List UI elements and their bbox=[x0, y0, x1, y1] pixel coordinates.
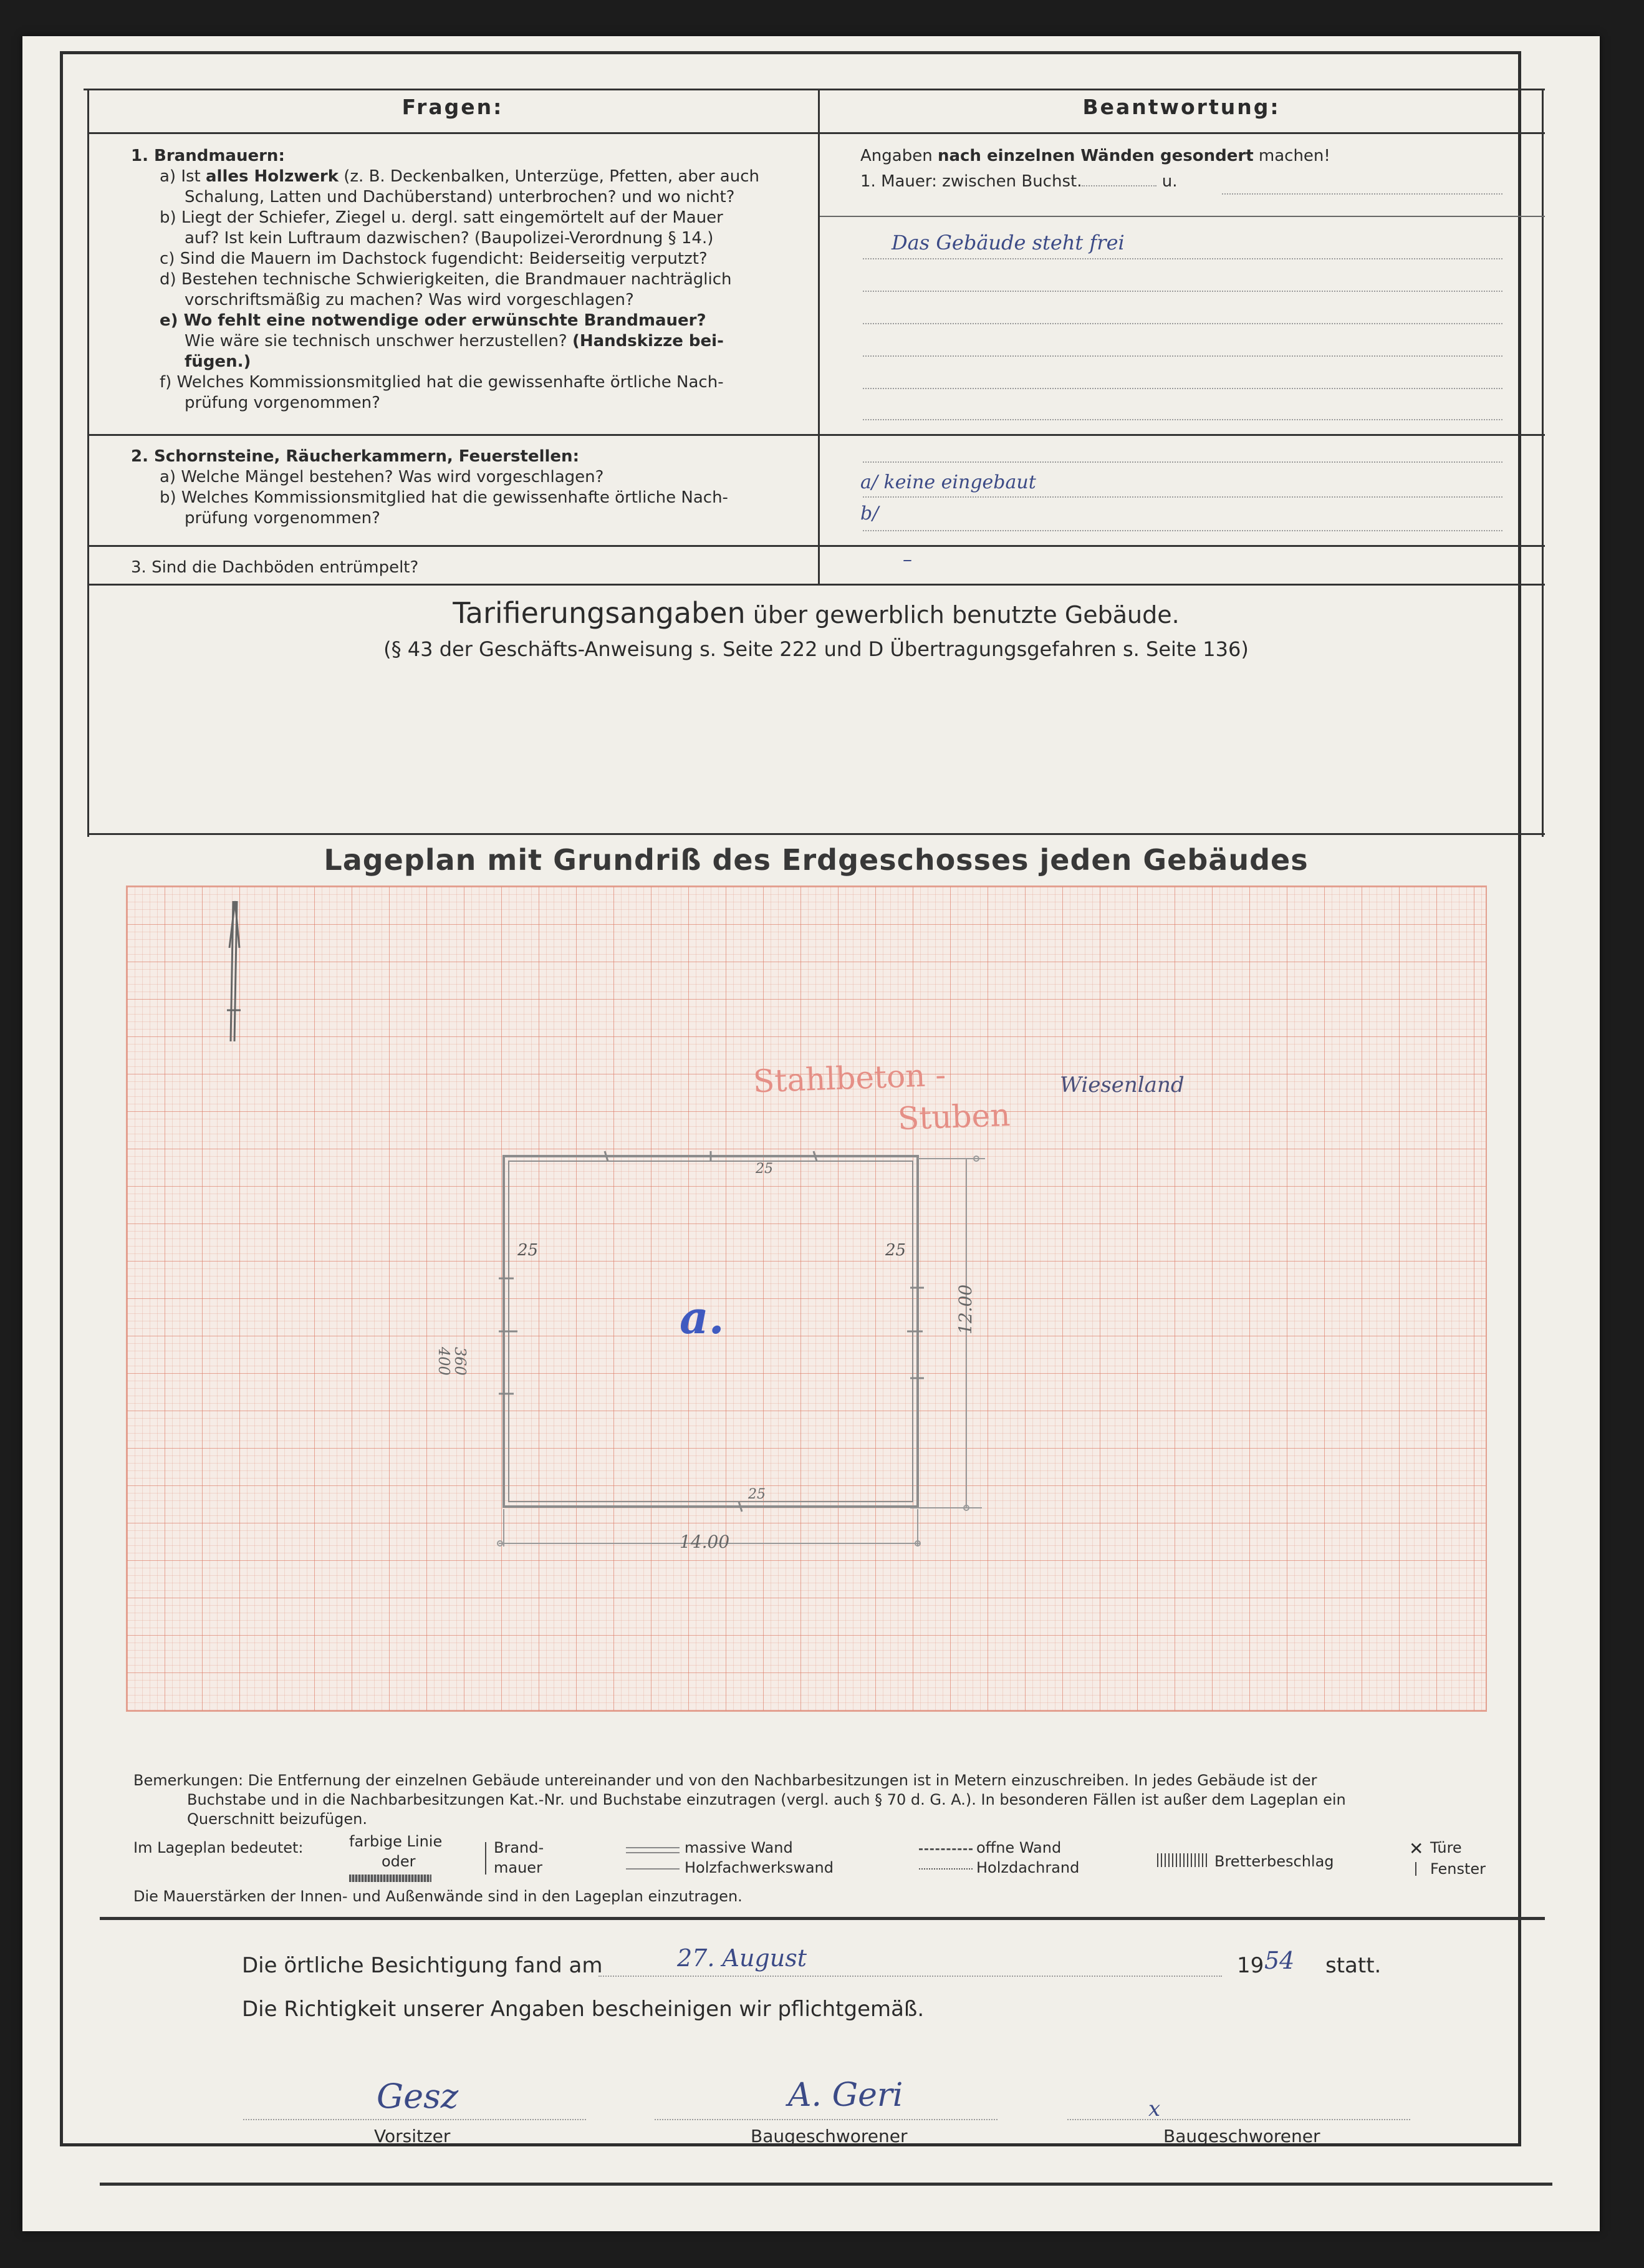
year-prefix: 19 bbox=[1237, 1953, 1264, 1978]
a1-u: u. bbox=[1161, 172, 1178, 191]
legend-holzfach: Holzfachwerkswand bbox=[685, 1859, 834, 1876]
legend-holzfach-symbol bbox=[626, 1868, 680, 1870]
sig2-dotline bbox=[655, 2119, 997, 2120]
tarif-subtitle: (§ 43 der Geschäfts-Anweisung s. Seite 222 und D Übertragungsgefahren s. Seite 136) bbox=[383, 637, 1249, 661]
lageplan-title: Lageplan mit Grundriß des Erdgeschosses jeden Gebäudes bbox=[324, 843, 1309, 877]
sig1-label: Vorsitzer bbox=[374, 2126, 451, 2146]
legend-holzdach-symbol bbox=[919, 1868, 973, 1870]
q1-a-post: (z. B. Deckenbalken, Unterzüge, Pfetten, aber auch bbox=[338, 167, 759, 186]
question-3: 3. Sind die Dachböden entrümpelt? bbox=[131, 558, 419, 577]
mauerstaerken-note: Die Mauerstärken der Innen- und Außenwände sind in den Lageplan einzutragen. bbox=[133, 1888, 743, 1905]
header-fragen: Fragen: bbox=[401, 95, 504, 119]
north-arrow-icon bbox=[227, 901, 241, 1041]
q1-title: 1. Brandmauern: bbox=[131, 147, 285, 165]
legend-oder: oder bbox=[382, 1853, 416, 1870]
a1-post: machen! bbox=[1253, 147, 1330, 165]
dimension-lines bbox=[498, 1156, 985, 1547]
richtigkeit-label: Die Richtigkeit unserer Angaben bescheinigen wir pflichtgemäß. bbox=[242, 1997, 925, 2022]
dim-side-360: 360 bbox=[451, 1347, 469, 1376]
legend-bretter-symbol bbox=[1157, 1853, 1209, 1867]
tarif-title-rest: über gewerblich benutzte Gebäude. bbox=[745, 601, 1180, 629]
q1-e-line3: fügen.) bbox=[185, 352, 251, 371]
q3-answer: – bbox=[903, 549, 912, 571]
dim-width: 14.00 bbox=[680, 1532, 730, 1552]
signature-baugeschworener-1: A. Geri bbox=[788, 2077, 903, 2114]
footer-bottom-line bbox=[100, 2183, 1552, 2186]
q1-a-line2: Schalung, Latten und Dachüberstand) unterbrochen? und wo nicht? bbox=[185, 188, 735, 206]
tarif-title-big: Tarifierungsangaben bbox=[453, 596, 746, 630]
q2-b-line2: prüfung vorgenommen? bbox=[185, 509, 380, 528]
header-beantwortung: Beantwortung: bbox=[1082, 95, 1281, 119]
building-letter: a. bbox=[680, 1291, 724, 1344]
legend-tuere: Türe bbox=[1430, 1839, 1462, 1856]
dim-height: 12.00 bbox=[955, 1284, 976, 1334]
legend-brand: Brand- bbox=[494, 1839, 544, 1856]
signature-vorsitzer: Gesz bbox=[377, 2077, 459, 2116]
a2-handwriting-b: b/ bbox=[860, 503, 879, 524]
q1-f-line2: prüfung vorgenommen? bbox=[185, 393, 380, 412]
sig3-label: Baugeschworener bbox=[1163, 2126, 1320, 2146]
legend-offne: offne Wand bbox=[976, 1839, 1062, 1856]
legend-brandmauer-swatch bbox=[349, 1875, 431, 1882]
legend-tuere-icon: ✕ bbox=[1409, 1838, 1424, 1859]
year-hand: 54 bbox=[1264, 1947, 1295, 1974]
q1-a-bold: alles Holzwerk bbox=[206, 167, 339, 186]
q1-e-line1: e) Wo fehlt eine notwendige oder erwünschte Brandmauer? bbox=[160, 311, 706, 330]
legend-farbige: farbige Linie bbox=[349, 1833, 443, 1850]
a1-bold: nach einzelnen Wänden gesondert bbox=[937, 147, 1254, 165]
q2-a: a) Welche Mängel bestehen? Was wird vorgeschlagen? bbox=[160, 468, 604, 486]
note-wiesenland: Wiesenland bbox=[1060, 1073, 1185, 1098]
statt-label: statt. bbox=[1325, 1953, 1382, 1978]
legend-fenster: Fenster bbox=[1430, 1860, 1486, 1878]
dim-right: 25 bbox=[885, 1241, 906, 1260]
q1-d-line1: d) Bestehen technische Schwierigkeiten, die Brandmauer nachträglich bbox=[160, 270, 732, 289]
q1-a-pre: a) Ist bbox=[160, 167, 206, 186]
dim-side-400: 400 bbox=[435, 1347, 453, 1376]
sig2-label: Baugeschworener bbox=[751, 2126, 908, 2146]
q1-b-line1: b) Liegt der Schiefer, Ziegel u. dergl. satt eingemörtelt auf der Mauer bbox=[160, 208, 723, 227]
legend-bretter: Bretterbeschlag bbox=[1214, 1853, 1334, 1870]
sig1-dotline bbox=[243, 2119, 586, 2120]
q1-e-bold: (Handskizze bei- bbox=[572, 332, 724, 350]
besichtigung-label: Die örtliche Besichtigung fand am bbox=[242, 1953, 603, 1978]
dim-top: 25 bbox=[756, 1161, 773, 1177]
legend-intro: Im Lageplan bedeutet: bbox=[133, 1839, 304, 1856]
legend-massive-symbol bbox=[626, 1847, 680, 1853]
q1-e-pre: Wie wäre sie technisch unschwer herzustellen? bbox=[185, 332, 572, 350]
bemerkungen bbox=[133, 1771, 1530, 1829]
bemerkungen-line1: Bemerkungen: Die Entfernung der einzelnen Gebäude untereinander und von den Nachbarbesitzungen ist in Metern einzuschreiben. In jedes Gebäude ist der bbox=[133, 1772, 1317, 1789]
q2-title: 2. Schornsteine, Räucherkammern, Feuerstellen: bbox=[131, 447, 579, 466]
a1-pre: Angaben bbox=[860, 147, 938, 165]
q1-d-line2: vorschriftsmäßig zu machen? Was wird vorgeschlagen? bbox=[185, 291, 634, 309]
bemerkungen-line2: Buchstabe und in die Nachbarbesitzungen Kat.-Nr. und Buchstabe einzutragen (vergl. auch § 70 d. G. A.). In besonderen Fällen ist außer dem Lageplan ein bbox=[187, 1791, 1346, 1808]
legend-massive: massive Wand bbox=[685, 1839, 793, 1856]
note-stahlbeton: Stahlbeton - bbox=[752, 1056, 947, 1100]
footer-top-line bbox=[100, 1917, 1545, 1920]
sig3-dotline bbox=[1067, 2119, 1410, 2120]
legend-holzdach: Holzdachrand bbox=[976, 1859, 1080, 1876]
q1-b-line2: auf? Ist kein Luftraum dazwischen? (Baupolizei-Verordnung § 14.) bbox=[185, 229, 714, 248]
legend-brace bbox=[485, 1842, 489, 1875]
a1-handwriting: Das Gebäude steht frei bbox=[892, 231, 1125, 254]
dim-left: 25 bbox=[517, 1241, 539, 1260]
bemerkungen-line3: Querschnitt beizufügen. bbox=[187, 1810, 367, 1828]
q1-f-line1: f) Welches Kommissionsmitglied hat die gewissenhafte örtliche Nach- bbox=[160, 373, 724, 392]
legend-mauer: mauer bbox=[494, 1859, 542, 1876]
legend-offne-symbol bbox=[919, 1848, 973, 1850]
note-stuben: Stuben bbox=[897, 1096, 1011, 1137]
q1-c: c) Sind die Mauern im Dachstock fugendicht: Beiderseitig verputzt? bbox=[160, 249, 708, 268]
q2-b-line1: b) Welches Kommissionsmitglied hat die gewissenhafte örtliche Nach- bbox=[160, 488, 728, 507]
besichtigung-date: 27. August bbox=[677, 1944, 807, 1972]
a2-handwriting-a: a/ keine eingebaut bbox=[860, 471, 1036, 493]
legend-fenster-icon bbox=[1415, 1862, 1416, 1876]
besichtigung-dotline bbox=[598, 1976, 1222, 1977]
dim-bottom: 25 bbox=[748, 1487, 766, 1502]
a1-mauer: 1. Mauer: zwischen Buchst. bbox=[860, 172, 1082, 191]
signature-baugeschworener-2: x bbox=[1148, 2097, 1161, 2121]
